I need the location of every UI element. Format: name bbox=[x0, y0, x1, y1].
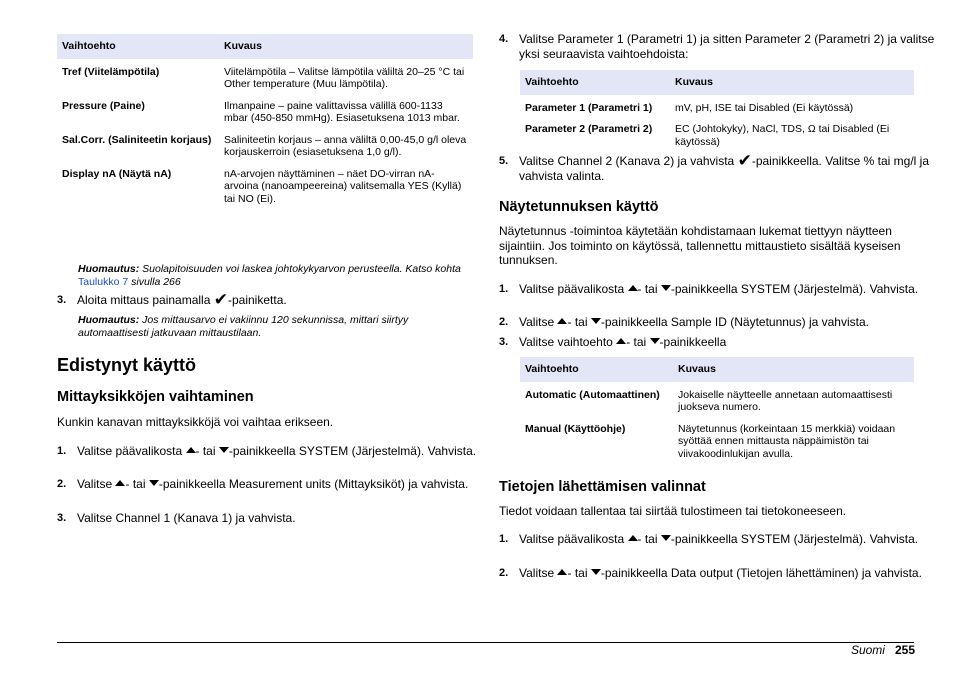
step-text-mid: - tai bbox=[195, 444, 216, 458]
checkmark-icon: ✔ bbox=[737, 151, 752, 170]
down-arrow-icon bbox=[219, 447, 229, 453]
step-text: Valitse Channel 2 (Kanava 2) ja vahvista bbox=[519, 154, 735, 168]
table-cell-description: nA-arvojen näyttäminen – näet DO-virran nA-arvoina (nanoampeereina) valitsemalla YES (Kyllä) tai NO (Ei). bbox=[224, 167, 462, 205]
step-number: 2. bbox=[499, 316, 509, 328]
step-text: Valitse päävalikosta bbox=[519, 282, 625, 296]
checkmark-icon: ✔ bbox=[213, 290, 228, 309]
step-text-after: -painikkeella SYSTEM (Järjestelmä). Vahvista. bbox=[228, 444, 477, 458]
table-header-option: Vaihtoehto bbox=[57, 34, 219, 59]
table-header-option: Vaihtoehto bbox=[520, 357, 673, 382]
step-text-after: -painiketta. bbox=[228, 293, 287, 307]
step-text: Valitse bbox=[519, 566, 555, 580]
step-item bbox=[499, 315, 935, 330]
step-text-mid: - tai bbox=[637, 282, 658, 296]
up-arrow-icon bbox=[616, 338, 626, 344]
table-cell-description: Ilmanpaine – paine valittavissa välillä 600-1133 mbar (450-850 mmHg). Esiasetuksena 1013 mbar. bbox=[224, 99, 460, 124]
step-text: Valitse Parameter 1 (Parametri 1) ja sitten Parameter 2 (Parametri 2) ja valitse yksi seuraavista vaihtoehdoista: bbox=[519, 32, 935, 61]
table-row bbox=[57, 165, 473, 212]
table-cell-description: Saliniteetin korjaus – anna väliltä 0,00-45,0 g/l oleva korjauskerroin (esiasetuksena 1,0 g/l). bbox=[224, 133, 467, 158]
note-text-after: sivulla 266 bbox=[131, 275, 181, 288]
step-text-mid: - tai bbox=[125, 477, 146, 491]
up-arrow-icon bbox=[186, 447, 196, 453]
step-start-measurement bbox=[57, 290, 493, 309]
step-text: Valitse vaihtoehto bbox=[519, 335, 613, 349]
step-item bbox=[57, 444, 477, 459]
sample-id-table bbox=[520, 357, 914, 466]
table-row bbox=[57, 131, 473, 165]
page-footer bbox=[851, 643, 915, 657]
step-select-parameters bbox=[499, 32, 935, 61]
table-cell-option: Pressure (Paine) bbox=[62, 99, 145, 112]
table-header-description: Kuvaus bbox=[670, 70, 914, 95]
step-number: 1. bbox=[57, 445, 67, 457]
step-text-after: -painikkeella. Valitse % tai mg/l ja vahvista valinta. bbox=[519, 154, 930, 183]
table-cell-description: Jokaiselle näytteelle annetaan automaattisesti juokseva numero. bbox=[678, 388, 893, 413]
step-number: 2. bbox=[57, 478, 67, 490]
down-arrow-icon bbox=[149, 480, 159, 486]
table-cell-description: mV, pH, ISE tai Disabled (Ei käytössä) bbox=[675, 101, 854, 114]
table-cell-option: Display nA (Näytä nA) bbox=[62, 167, 172, 180]
up-arrow-icon bbox=[628, 535, 638, 541]
down-arrow-icon bbox=[661, 285, 671, 291]
step-number: 1. bbox=[499, 533, 509, 545]
subsection-heading: Mittayksikköjen vaihtaminen bbox=[57, 389, 254, 405]
step-item bbox=[499, 335, 935, 350]
up-arrow-icon bbox=[628, 285, 638, 291]
table-header-option: Vaihtoehto bbox=[520, 70, 670, 95]
step-text-after: -painikkeella SYSTEM (Järjestelmä). Vahvista. bbox=[670, 282, 919, 296]
note-text: Jos mittausarvo ei vakiinnu 120 sekunnissa, mittari siirtyy automaattisesti jatkuvaan mittaustilaan. bbox=[78, 314, 409, 339]
table-row bbox=[57, 97, 473, 131]
paragraph: Tiedot voidaan tallentaa tai siirtää tulostimeen tai tietokoneeseen. bbox=[499, 504, 847, 518]
note-text: Suolapitoisuuden voi laskea johtokykyarvon perusteella. Katso kohta bbox=[142, 263, 461, 275]
step-number: 1. bbox=[499, 283, 509, 295]
down-arrow-icon bbox=[661, 535, 671, 541]
table-reference-link[interactable]: Taulukko 7 bbox=[78, 275, 129, 288]
up-arrow-icon bbox=[557, 318, 567, 324]
parameters-table bbox=[520, 70, 914, 154]
step-number: 4. bbox=[499, 33, 509, 45]
step-number: 5. bbox=[499, 155, 509, 167]
paragraph: Näytetunnus -toimintoa käytetään kohdistamaan lukemat tiettyyn näytteen sijaintiin. Jos toiminto on käytössä, tallennettu mittaustieto sisältää kyseisen tunnuksen. bbox=[499, 224, 901, 267]
table-cell-description: Viitelämpötila – Valitse lämpötila väliltä 20–25 °C tai Other temperature (Muu lämpötila). bbox=[224, 65, 465, 90]
table-row bbox=[57, 59, 473, 97]
step-text-after: -painikkeella Measurement units (Mittayksiköt) ja vahvista. bbox=[158, 477, 469, 491]
table-row bbox=[520, 95, 914, 121]
step-item bbox=[57, 477, 477, 492]
step-item bbox=[57, 511, 477, 526]
table-header-description: Kuvaus bbox=[673, 357, 914, 382]
step-item bbox=[499, 532, 924, 547]
footer-language: Suomi bbox=[850, 643, 885, 657]
table-row bbox=[520, 120, 914, 154]
step-text: Valitse päävalikosta bbox=[77, 444, 183, 458]
step-text-mid: - tai bbox=[637, 532, 658, 546]
step-text-mid: - tai bbox=[567, 315, 588, 329]
subsection-heading: Tietojen lähettämisen valinnat bbox=[499, 479, 706, 495]
down-arrow-icon bbox=[650, 338, 660, 344]
table-row bbox=[520, 382, 914, 420]
note-salinity bbox=[78, 263, 473, 288]
step-text: Valitse päävalikosta bbox=[519, 532, 625, 546]
table-cell-option: Manual (Käyttöohje) bbox=[525, 422, 626, 435]
step-number: 3. bbox=[57, 512, 67, 524]
step-text-mid: - tai bbox=[626, 335, 647, 349]
paragraph: Kunkin kanavan mittayksikköjä voi vaihtaa erikseen. bbox=[57, 415, 334, 429]
step-text: Valitse bbox=[77, 477, 113, 491]
footer-rule bbox=[57, 642, 914, 643]
subsection-heading: Näytetunnuksen käyttö bbox=[499, 199, 659, 215]
step-channel-2 bbox=[499, 151, 935, 183]
step-text: Valitse bbox=[519, 315, 555, 329]
step-number: 2. bbox=[499, 567, 509, 579]
down-arrow-icon bbox=[591, 569, 601, 575]
step-text-after: -painikkeella SYSTEM (Järjestelmä). Vahvista. bbox=[670, 532, 919, 546]
table-header-description: Kuvaus bbox=[219, 34, 473, 59]
step-item bbox=[499, 566, 929, 581]
step-text: Valitse Channel 1 (Kanava 1) ja vahvista. bbox=[77, 511, 296, 525]
parameters-table-wrapper bbox=[520, 70, 914, 154]
step-number: 3. bbox=[499, 336, 509, 348]
step-text-after: -painikkeella bbox=[659, 335, 727, 349]
table-cell-option: Sal.Corr. (Saliniteetin korjaus) bbox=[62, 133, 212, 146]
step-item bbox=[499, 282, 924, 297]
sample-id-table-wrapper bbox=[520, 357, 914, 466]
table-cell-option: Parameter 1 (Parametri 1) bbox=[525, 101, 653, 114]
table-cell-option: Automatic (Automaattinen) bbox=[525, 388, 660, 401]
section-heading: Edistynyt käyttö bbox=[57, 355, 197, 375]
table-row bbox=[520, 420, 914, 467]
step-text-after: -painikkeella Data output (Tietojen lähettäminen) ja vahvista. bbox=[600, 566, 922, 580]
left-column bbox=[57, 34, 473, 211]
note-stabilize bbox=[78, 314, 473, 339]
step-number: 3. bbox=[57, 294, 67, 306]
up-arrow-icon bbox=[557, 569, 567, 575]
page-number: 255 bbox=[894, 643, 915, 657]
note-label: Huomautus: bbox=[78, 263, 140, 275]
table-cell-option: Parameter 2 (Parametri 2) bbox=[525, 123, 653, 135]
step-text-after: -painikkeella Sample ID (Näytetunnus) ja vahvista. bbox=[600, 315, 869, 329]
step-text-mid: - tai bbox=[567, 566, 588, 580]
table-cell-description: EC (Johtokyky), NaCl, TDS, Ω tai Disabled (Ei käytössä) bbox=[675, 123, 890, 148]
table-cell-description: Näytetunnus (korkeintaan 15 merkkiä) voidaan syöttää ennen mittausta näppäimistön tai viivakoodinlukijan avulla. bbox=[678, 422, 896, 460]
table-cell-option: Tref (Viitelämpötila) bbox=[62, 65, 160, 78]
settings-table bbox=[57, 34, 473, 211]
step-text: Aloita mittaus painamalla bbox=[77, 293, 211, 307]
down-arrow-icon bbox=[591, 318, 601, 324]
note-label: Huomautus: bbox=[78, 314, 140, 326]
up-arrow-icon bbox=[115, 480, 125, 486]
